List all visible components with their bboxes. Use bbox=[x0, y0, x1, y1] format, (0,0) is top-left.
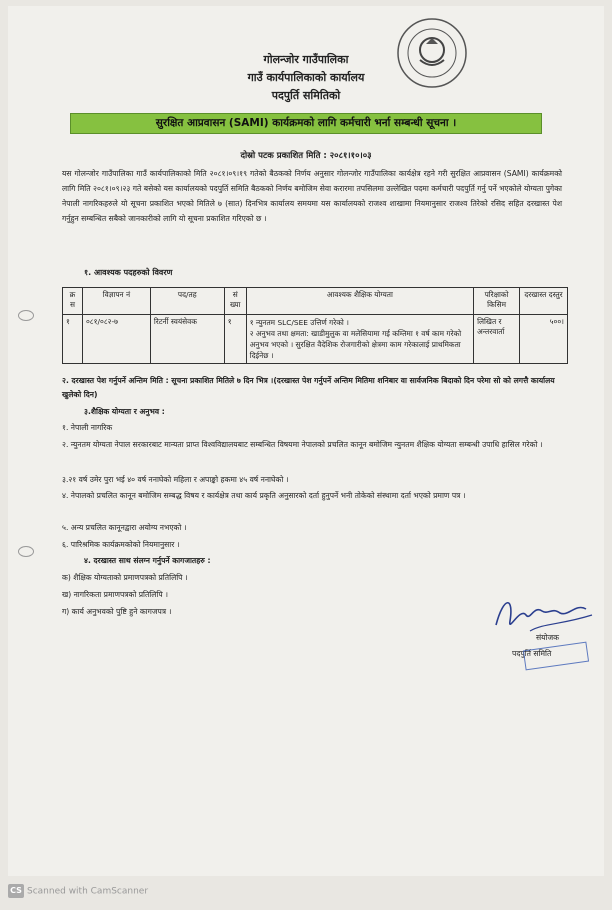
qualification-item-1: १. नेपाली नागरिक bbox=[62, 423, 113, 432]
publish-date: दोस्रो पटक प्रकाशित मिति : २०८१।१०।०३ bbox=[240, 151, 372, 161]
cell-qualification bbox=[246, 315, 473, 364]
camscanner-logo-icon: CS bbox=[8, 884, 24, 898]
cell-ad-no: ०८१/०८२-७ bbox=[82, 315, 150, 364]
qualification-line-1: १ न्युनतम SLC/SEE उत्तिर्ण गरेको । bbox=[249, 318, 349, 327]
col-header-exam-type: परिक्षाको किसिम bbox=[474, 288, 520, 315]
posts-table bbox=[62, 287, 568, 364]
qualification-line-2: २ अनुभव तथा क्षमता: खाडीमुलुक वा मलेसियामा गई कम्तिमा १ वर्ष काम गरेको अनुभव भएको । सुरक्षित वैदेशिक रोजगारीको क्षेत्रमा काम गरेकालाई प्राथमिकता दिईनेछ । bbox=[249, 329, 462, 360]
camscanner-watermark bbox=[8, 884, 148, 898]
header-office: गाउँ कार्यपालिकाको कार्यालय bbox=[247, 71, 365, 84]
table-header-row bbox=[63, 288, 568, 315]
col-header-count: सं ख्या bbox=[224, 288, 246, 315]
camscanner-text: Scanned with CamScanner bbox=[27, 886, 149, 897]
cell-post: रिटर्नी स्वयंसेवक bbox=[150, 315, 224, 364]
cell-sn: १ bbox=[63, 315, 83, 364]
qualification-item-2: २. न्युनतम योग्यता नेपाल सरकारबाट मान्यता प्राप्त विश्वविद्यालयबाट सम्बन्धित विषयमा नेपालको प्रचलित कानून बमोजिम न्युनतम शैक्षिक योग्यता सम्बन्धी उपाधि हासिल गरेको । bbox=[62, 440, 543, 449]
cell-exam-type: लिखित र अन्तरवार्ता bbox=[474, 315, 520, 364]
notice-banner: सुरक्षित आप्रवासन (SAMI) कार्यक्रमको लागि कर्मचारी भर्ना सम्बन्धी सूचना । bbox=[70, 113, 542, 134]
header-municipality: गोलन्जोर गाउँपालिका bbox=[263, 53, 349, 66]
qualification-item-5: ५. अन्य प्रचलित कानूनद्वारा अयोग्य नभएको । bbox=[62, 523, 187, 532]
header-committee: पदपुर्ति समितिको bbox=[271, 89, 341, 102]
col-header-post: पद/तह bbox=[150, 288, 224, 315]
cell-fee: ५००। bbox=[520, 315, 568, 364]
section-heading-posts: १. आवश्यक पदहरुको विवरण bbox=[84, 268, 173, 277]
punch-hole-mark bbox=[18, 310, 34, 321]
col-header-sn: क्र स bbox=[63, 288, 83, 315]
qualification-item-3: ३.२१ वर्ष उमेर पुरा भई ४० वर्ष ननाघेको महिला र अपाङ्को हकमा ४५ वर्ष ननाघेको । bbox=[62, 475, 289, 484]
table-row bbox=[63, 315, 568, 364]
document-item-3: ग) कार्य अनुभवको पुष्टि हुने कागजपत्र । bbox=[62, 607, 172, 616]
signatory-title: संयोजक bbox=[536, 633, 559, 642]
document-item-1: क) शैक्षिक योग्यताको प्रमाणपत्रको प्रतिलिपि । bbox=[62, 573, 188, 582]
qualification-heading: ३.शैक्षिक योग्यता र अनुभव : bbox=[84, 407, 165, 416]
col-header-fee: दरखास्त दस्तुर bbox=[520, 288, 568, 315]
qualification-item-6: ६. पारिश्रमिक कार्यक्रमकोको नियमानुसार । bbox=[62, 540, 180, 549]
documents-heading: ४. दरखास्त साथ संलग्न गर्नुपर्ने कागजातहरु : bbox=[84, 556, 211, 565]
punch-hole-mark bbox=[18, 546, 34, 557]
deadline-text: २. दरखास्त पेश गर्नुपर्ने अन्तिम मिति : सूचना प्रकाशित मितिले ७ दिन भित्र ।(दरखास्त पेश गर्नुपर्ने अन्तिम मितिमा शनिबार वा सार्वजनिक बिदाको दिन परेमा सो को लगत्तै कार्यालय खुलेको दिन) bbox=[62, 376, 555, 399]
signatory-body: पदपुर्ति समिति bbox=[512, 649, 552, 658]
col-header-ad-no: विज्ञापन नं bbox=[82, 288, 150, 315]
document-item-2: ख) नागरिकता प्रमाणपत्रको प्रतिलिपि । bbox=[62, 590, 168, 599]
cell-count: १ bbox=[224, 315, 246, 364]
col-header-qualification: आवश्यक शैक्षिक योग्यता bbox=[246, 288, 473, 315]
intro-paragraph: यस गोलन्जोर गाउँपालिका गाउँ कार्यपालिकाको मिति २०८१।०९।१९ गतेको बैठकको निर्णय अनुसार गोलन्जोर गाउँपालिका कार्यक्षेत्र रहने गरी सुरक्षित आप्रवासन (SAMI) कार्यक्रमको लागि मिति २०८१।०९।२३ गते बसेको यस कार्यालयको पदपुर्ति समिति बैठकको निर्णय बमोजिम सेवा करारमा तपसिलमा उल्लेखित पदमा कर्मचारी पदपुर्ति गर्नु पर्ने भएकोले योग्यता पुगेका नेपाली नागरिकहरुले यो सूचना प्रकाशित भएको मितिले ७ (सात) दिनभित्र कार्यालय समयमा यस कार्यालयको राजश्व शाखामा नियमानुसार राजश्व तिरेको रसिद सहित दरखास्त पेश गर्नुहुन सम्बन्धित सबैको जानकारीको लागि यो सूचना प्रकाशित गरिएको छ । bbox=[62, 169, 562, 223]
qualification-item-4: ४. नेपालको प्रचलित कानून बमोजिम सम्बद्ध विषय र कार्यक्षेत्र तथा कार्य प्रकृति अनुसारको दर्ता हुनुपर्ने भनी तोकेको संस्थामा दर्ता भएको प्रमाण पत्र । bbox=[62, 491, 466, 500]
